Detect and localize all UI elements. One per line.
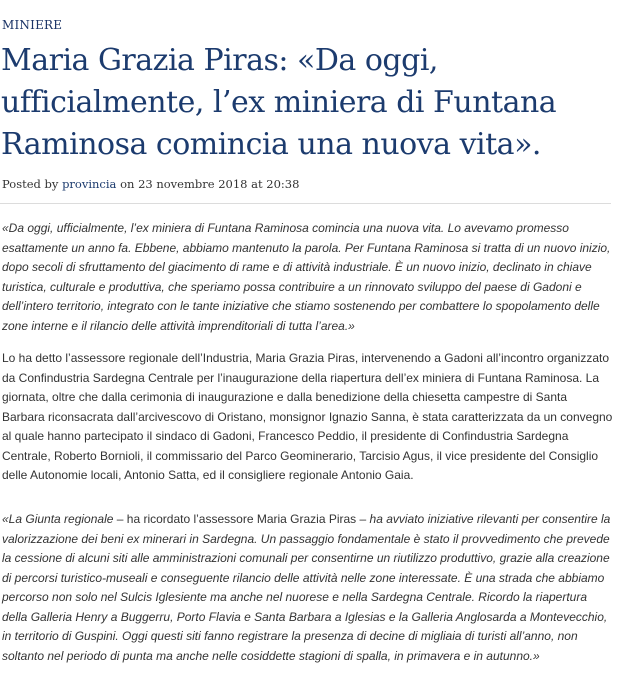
posted-by-label: Posted by: [2, 177, 59, 191]
meta-divider: [0, 203, 611, 204]
quote-2-attribution: – ha ricordato l’assessore Maria Grazia Piras –: [113, 512, 370, 526]
post-meta: [2, 177, 299, 191]
at-label: at: [251, 177, 263, 191]
quote-2-body: ha avviato iniziative rilevanti per consentire la valorizzazione dei beni ex minerari in Sardegna. Un passaggio fondamentale è stato il provvedimento che prevede la cessione di alcuni siti alle amministrazioni comunali per consentirne un riutilizzo produttivo, grazie alla creazione di percorsi turistico-museali e conseguente rilancio delle attività nelle zone interessate. È una strada che abbiamo percorso non solo nel Sulcis Iglesiente ma anche nel nuorese e nella Sardegna Centrale. Ricordo la riapertura della Galleria Henry a Buggerru, Porto Flavia e Santa Barbara a Iglesias e la Galleria Anglosarda a Montevecchio, in territorio di Guspini. Oggi questi siti fanno registrare la presenza di decine di migliaia di turisti all’anno, non soltanto nel periodo di punta ma anche nelle cosiddette stagioni di spalla, in primavera e in autunno.»: [2, 512, 611, 663]
on-label: on: [120, 177, 135, 191]
category-link[interactable]: MINIERE: [2, 18, 63, 32]
article-title: Maria Grazia Piras: «Da oggi, ufficialmente, l’ex miniera di Funtana Raminosa comincia una nuova vita».: [1, 43, 557, 162]
paragraph-body: Lo ha detto l’assessore regionale dell’Industria, Maria Grazia Piras, intervenendo a Gadoni all’incontro organizzato da Confindustria Sardegna Centrale per l’inaugurazione della riapertura dell’ex miniera di Funtana Raminosa. La giornata, oltre che dalla cerimonia di inaugurazione e dalla benedizione della chiesetta campestre di Santa Barbara riconsacrata dall’arcivescovo di Oristano, monsignor Ignazio Sanna, è stata caratterizzata da un convegno al quale hanno partecipato il sindaco di Gadoni, Francesco Peddio, il presidente di Confindustria Sardegna Centrale, Roberto Bornioli, il commissario del Parco Geominerario, Tarcisio Agus, il vice presidente del Consiglio delle Autonomie locali, Antonio Satta, ed il consigliere regionale Antonio Gaia.: [2, 351, 613, 482]
quote-2-opening: «La Giunta regionale: [2, 512, 114, 526]
author-link[interactable]: provincia: [62, 177, 117, 191]
paragraph-quote-1: «Da oggi, ufficialmente, l’ex miniera di Funtana Raminosa comincia una nuova vita. Lo avevamo promesso esattamente un anno fa. Ebbene, abbiamo mantenuto la parola. Per Funtana Raminosa si tratta di un nuovo inizio, dopo secoli di sfruttamento del giacimento di rame e di attività industriale. È un nuovo inizio, declinato in chiave turistica, culturale e produttiva, che speriamo possa contribuire a un rinnovato sviluppo del paese di Gadoni e dell’intero territorio, integrato con le tante iniziative che stiamo sostenendo per combattere lo spopolamento delle zone interne e il rilancio delle attività imprenditoriali di tutta l’area.»: [2, 221, 611, 333]
post-time: 20:38: [266, 177, 300, 191]
paragraph-quote-2: [2, 510, 613, 666]
post-date: 23 novembre 2018: [138, 177, 248, 191]
